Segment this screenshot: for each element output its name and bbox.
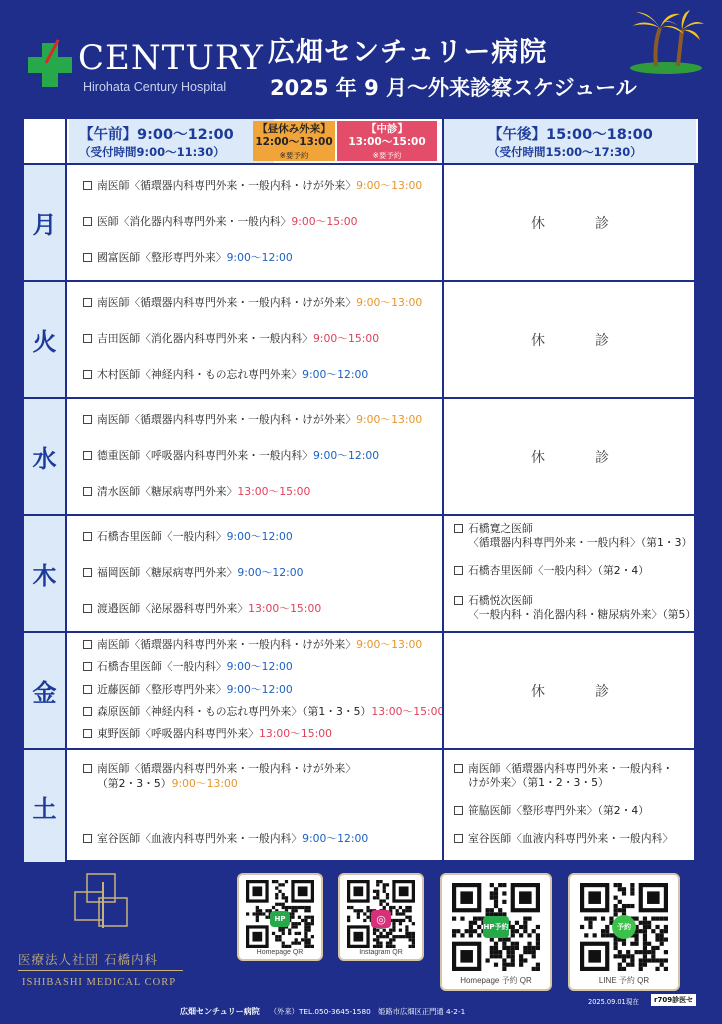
corp-name: 医療法人社団 石橋内科: [18, 952, 158, 967]
pm-cell: [442, 633, 696, 748]
doctor-entry: [83, 413, 422, 427]
doctor-entry: [454, 564, 649, 578]
doctor-name: 南医師〈循環器内科専門外来・一般内科・けが外来〉: [97, 638, 357, 651]
doctor-entry: [83, 762, 356, 776]
doctor-time: 9:00〜15:00: [312, 332, 380, 345]
am-reception: （受付時間9:00〜11:30）: [79, 145, 225, 159]
doctor-entry: [454, 594, 533, 608]
lunch-time: 12:00〜13:00: [255, 136, 333, 148]
doctor-detail: 〈循環器内科専門外来・一般内科〉（第1・3）: [468, 536, 693, 549]
instagram-badge-icon: ◎: [371, 910, 391, 928]
header-corner: [24, 119, 67, 163]
qr-caption: Instagram QR: [359, 949, 403, 956]
doctor-name: 吉田医師〈消化器内科専門外来・一般内科〉: [97, 332, 313, 345]
checkbox-icon: [454, 596, 463, 605]
corp-name-en: ISHIBASHI MEDICAL CORP: [22, 977, 177, 988]
doctor-entry: [83, 705, 444, 719]
checkbox-icon: [83, 217, 92, 226]
pm-cell: [442, 282, 696, 397]
doctor-time: 9:00〜13:00: [356, 179, 423, 192]
doctor-time: 9:00〜12:00: [226, 530, 293, 543]
doctor-time: 9:00〜13:00: [171, 777, 238, 790]
row-monday: [24, 165, 698, 282]
row-tuesday: [24, 282, 698, 399]
doctor-name: 清水医師〈糖尿病専門外来〉: [97, 485, 238, 498]
checkbox-icon: [83, 532, 92, 541]
doctor-name: 南医師〈循環器内科専門外来・一般内科・: [468, 762, 674, 775]
doctor-name: 渡邉医師〈泌尿器科専門外来〉: [97, 602, 249, 615]
doctor-entry: [83, 179, 422, 193]
row-wednesday: [24, 399, 698, 516]
checkbox-icon: [454, 566, 463, 575]
mid-time: 13:00〜15:00: [348, 136, 426, 148]
doctor-time: 9:00〜12:00: [226, 660, 293, 673]
checkbox-icon: [83, 298, 92, 307]
doctor-name: 笹脇医師〈整形専門外来〉（第2・4）: [468, 804, 650, 817]
doctor-entry: [83, 485, 310, 499]
row-saturday: [24, 750, 698, 862]
day-label: 金: [24, 633, 67, 748]
doctor-time: 9:00〜12:00: [302, 832, 369, 845]
hp-booking-badge-icon: HP予約: [483, 916, 509, 938]
doctor-entry: [83, 832, 368, 846]
corp-mark-icon: [73, 872, 137, 936]
doctor-name: 福岡医師〈糖尿病専門外来〉: [97, 566, 238, 579]
document-code: r709診医セ: [651, 994, 696, 1006]
checkbox-icon: [83, 604, 92, 613]
issue-date: 2025.09.01現在: [588, 998, 639, 1006]
doctor-name: 南医師〈循環器内科専門外来・一般内科・けが外来〉: [97, 296, 357, 309]
doctor-detail: けが外来〉（第1・2・3・5）: [468, 776, 609, 789]
checkbox-icon: [83, 568, 92, 577]
doctor-entry: [454, 522, 533, 536]
page-subtitle: 2025 年 9 月〜外来診察スケジュール: [270, 76, 637, 100]
day-label: 土: [24, 750, 67, 862]
lunch-header: [253, 121, 335, 161]
am-cell: [69, 282, 442, 397]
doctor-entry: [83, 638, 422, 652]
doctor-entry: [83, 449, 379, 463]
am-hours: 【午前】9:00〜12:00: [79, 127, 234, 143]
checkbox-icon: [83, 334, 92, 343]
checkbox-icon: [83, 685, 92, 694]
doctor-detail: [83, 777, 238, 791]
day-label: 月: [24, 165, 67, 280]
doctor-time: 13:00〜15:00: [248, 602, 322, 615]
doctor-name: 南医師〈循環器内科専門外来・一般内科・けが外来〉: [97, 413, 357, 426]
lunch-note: ※要予約: [279, 151, 309, 160]
doctor-time: 13:00〜15:00: [258, 727, 332, 740]
closed-label: 休 診: [531, 450, 627, 466]
checkbox-icon: [83, 640, 92, 649]
row-thursday: [24, 516, 698, 633]
qr-homepage[interactable]: [237, 873, 323, 961]
hospital-logo: [28, 38, 264, 98]
am-cell: [69, 516, 442, 631]
doctor-weeks: （第2・3・5）: [97, 777, 172, 790]
pm-cell: [442, 750, 696, 862]
row-friday: [24, 633, 698, 750]
doctor-name: 南医師〈循環器内科専門外来・一般内科・けが外来〉: [97, 762, 357, 775]
doctor-time: 9:00〜12:00: [237, 566, 304, 579]
hp-badge-icon: HP: [270, 911, 290, 927]
palm-tree-icon: [626, 8, 706, 74]
checkbox-icon: [83, 451, 92, 460]
am-cell: [69, 399, 442, 514]
doctor-time: 9:00〜13:00: [356, 638, 423, 651]
checkbox-icon: [83, 253, 92, 262]
table-header: [24, 119, 698, 165]
doctor-entry: [454, 832, 673, 846]
checkbox-icon: [454, 764, 463, 773]
doctor-entry: [83, 683, 293, 697]
lunch-label: 【昼休み外来】: [257, 123, 331, 135]
doctor-detail: 〈一般内科・消化器内科・糖尿病外来〉（第5）: [468, 608, 697, 621]
doctor-time: 9:00〜13:00: [356, 413, 423, 426]
cross-logo-icon: [28, 43, 72, 87]
doctor-time: 9:00〜12:00: [302, 368, 369, 381]
doctor-entry: [454, 762, 673, 776]
checkbox-icon: [454, 834, 463, 843]
doctor-name: 石橋杏里医師〈一般内科〉（第2・4）: [468, 564, 650, 577]
pm-reception: （受付時間15:00〜17:30）: [488, 145, 642, 159]
mid-label: 【中診】: [366, 123, 408, 135]
qr-caption: Homepage 予約 QR: [460, 976, 532, 985]
doctor-entry: [83, 566, 304, 580]
doctor-time: 9:00〜12:00: [226, 251, 293, 264]
day-label: 水: [24, 399, 67, 514]
hospital-contact: [180, 1006, 465, 1017]
am-cell: [69, 750, 442, 862]
page-title: 広畑センチュリー病院: [268, 37, 548, 68]
qr-caption: Homepage QR: [256, 949, 304, 956]
am-header: [69, 119, 274, 163]
doctor-name: 石橋杏里医師〈一般内科〉: [97, 530, 227, 543]
doctor-entry: [83, 368, 368, 382]
doctor-entry: [83, 660, 293, 674]
doctor-name: 木村医師〈神経内科・もの忘れ専門外来〉: [97, 368, 303, 381]
doctor-entry: [83, 332, 379, 346]
doctor-name: 医師〈消化器内科専門外来・一般内科〉: [97, 215, 292, 228]
qr-homepage-booking[interactable]: [440, 873, 552, 991]
mid-note: ※要予約: [372, 151, 402, 160]
divider: [18, 970, 183, 971]
contact-info: （外来）TEL.050-3645-1580 姫路市広畑区正門通 4-2-1: [269, 1007, 466, 1016]
doctor-name: 近藤医師〈整形専門外来〉: [97, 683, 227, 696]
doctor-name: 石橋寛之医師: [468, 522, 533, 535]
doctor-entry: [83, 602, 321, 616]
doctor-name: 國富医師〈整形専門外来〉: [97, 251, 227, 264]
checkbox-icon: [83, 729, 92, 738]
doctor-name: 室谷医師〈血液内科専門外来・一般内科〉: [97, 832, 303, 845]
doctor-name: 森原医師〈神経内科・もの忘れ専門外来〉（第1・3・5）: [97, 705, 372, 718]
am-cell: [69, 165, 442, 280]
doctor-entry: [83, 251, 293, 265]
corp-logo: [18, 872, 183, 1002]
schedule-table: [22, 117, 696, 862]
qr-instagram[interactable]: [338, 873, 424, 961]
doctor-name: 石橋悦次医師: [468, 594, 533, 607]
checkbox-icon: [83, 662, 92, 671]
checkbox-icon: [83, 764, 92, 773]
doctor-time: 9:00〜15:00: [291, 215, 358, 228]
am-cell: [69, 633, 445, 748]
doctor-time: 9:00〜12:00: [226, 683, 293, 696]
pm-hours: 【午後】15:00〜18:00: [488, 127, 653, 143]
doctor-entry: [83, 215, 358, 229]
pm-cell: [442, 399, 696, 514]
doctor-entry: [83, 296, 422, 310]
logo-name: CENTURY: [78, 38, 264, 78]
checkbox-icon: [83, 181, 92, 190]
qr-caption: LINE 予約 QR: [598, 976, 650, 985]
logo-subtitle: Hirohata Century Hospital: [83, 80, 227, 94]
hospital-name: 広畑センチュリー病院: [180, 1007, 260, 1016]
line-badge-icon: 予約: [612, 915, 636, 939]
doctor-time: 13:00〜15:00: [371, 705, 445, 718]
checkbox-icon: [454, 806, 463, 815]
closed-label: 休 診: [531, 216, 627, 232]
doctor-entry: [454, 804, 649, 818]
doctor-name: 室谷医師〈血液内科専門外来・一般内科〉: [468, 832, 674, 845]
day-label: 木: [24, 516, 67, 631]
checkbox-icon: [83, 370, 92, 379]
pm-cell: [442, 165, 696, 280]
closed-label: 休 診: [531, 684, 627, 700]
doctor-name: 南医師〈循環器内科専門外来・一般内科・けが外来〉: [97, 179, 357, 192]
checkbox-icon: [454, 524, 463, 533]
doctor-entry: [83, 530, 293, 544]
qr-line-booking[interactable]: [568, 873, 680, 991]
checkbox-icon: [83, 834, 92, 843]
doctor-time: 13:00〜15:00: [237, 485, 311, 498]
doctor-time: 9:00〜12:00: [312, 449, 380, 462]
closed-label: 休 診: [531, 333, 627, 349]
doctor-time: 9:00〜13:00: [356, 296, 423, 309]
pm-cell: [442, 516, 696, 631]
checkbox-icon: [83, 707, 92, 716]
day-label: 火: [24, 282, 67, 397]
doctor-entry: [83, 727, 332, 741]
doctor-name: 德重医師〈呼吸器内科専門外来・一般内科〉: [97, 449, 313, 462]
checkbox-icon: [83, 487, 92, 496]
checkbox-icon: [83, 415, 92, 424]
pm-header: [442, 119, 696, 163]
doctor-name: 東野医師〈呼吸器内科専門外来〉: [97, 727, 259, 740]
doctor-name: 石橋杏里医師〈一般内科〉: [97, 660, 227, 673]
mid-header: [337, 121, 437, 161]
